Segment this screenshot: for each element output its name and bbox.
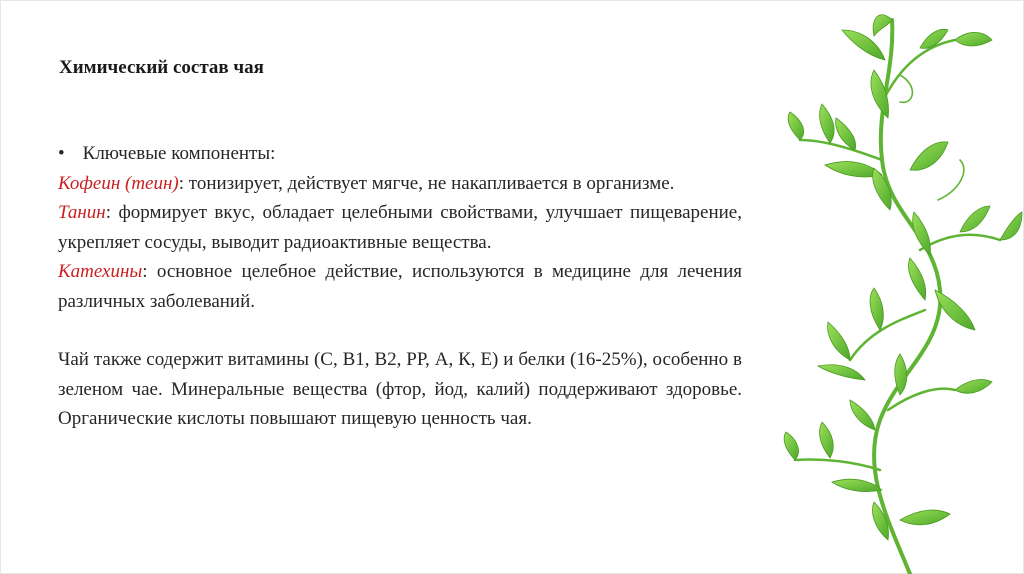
desc-caffeine: : тонизирует, действует мягче, не накапливается в организме. [178,172,675,194]
slide-content [58,139,742,434]
green-vine-illustration [770,0,1024,574]
bullet-line [58,139,742,169]
leaf [909,258,926,300]
desc-catechins: : основное целебное действие, используются в медицине для лечения различных заболеваний. [58,261,742,312]
leaf [955,380,992,394]
leaf [900,510,950,525]
branch-stem-bottom-left [795,459,880,470]
term-caffeine: Кофеин (теин) [58,172,179,194]
paragraph-gap [58,316,742,345]
bullet-text: Ключевые компоненты: [82,143,276,164]
vitamins-paragraph: Чай также содержит витамины (С, В1, В2, РР, А, К, Е) и белки (16-25%), особенно в зеленом чае. Минеральные вещества (фтор, йод, калий) поддерживают здоровье. Органические кислоты повышают пищевую ценность чая. [58,349,742,429]
leaf [910,142,948,170]
leaf [960,206,990,232]
leaf [842,30,885,60]
leaf [850,400,875,430]
bullet-marker: • [58,143,65,164]
component-caffeine [58,169,742,199]
term-catechins: Катехины [58,261,143,282]
leaf [870,288,883,330]
tendril-right [938,160,964,200]
branch-stem-mid-left [850,310,925,360]
branch-stem-low-right [888,389,955,410]
leaf [818,365,865,380]
leaf [871,70,889,118]
leaf [873,15,892,36]
leaf [820,104,835,143]
branch-stem-right [920,235,1000,250]
term-tannin: Танин [58,202,106,223]
leaf [828,322,850,360]
component-tannin [58,198,742,257]
tendril-top [900,75,912,102]
leaf [1000,212,1022,240]
leaf [820,422,834,458]
leaf [873,168,892,210]
slide-title: Химический состав чая [59,57,264,78]
leaf [873,502,889,540]
branch-stem-left [800,140,882,160]
leaf [832,479,882,491]
leaf [920,29,948,48]
leaf [955,32,992,46]
desc-tannin: : формирует вкус, обладает целебными свойствами, улучшает пищеварение, укрепляет сосуды, выводит радиоактивные вещества. [58,202,742,253]
leaf [788,112,804,140]
leaf [784,432,798,460]
component-catechins [58,257,742,316]
